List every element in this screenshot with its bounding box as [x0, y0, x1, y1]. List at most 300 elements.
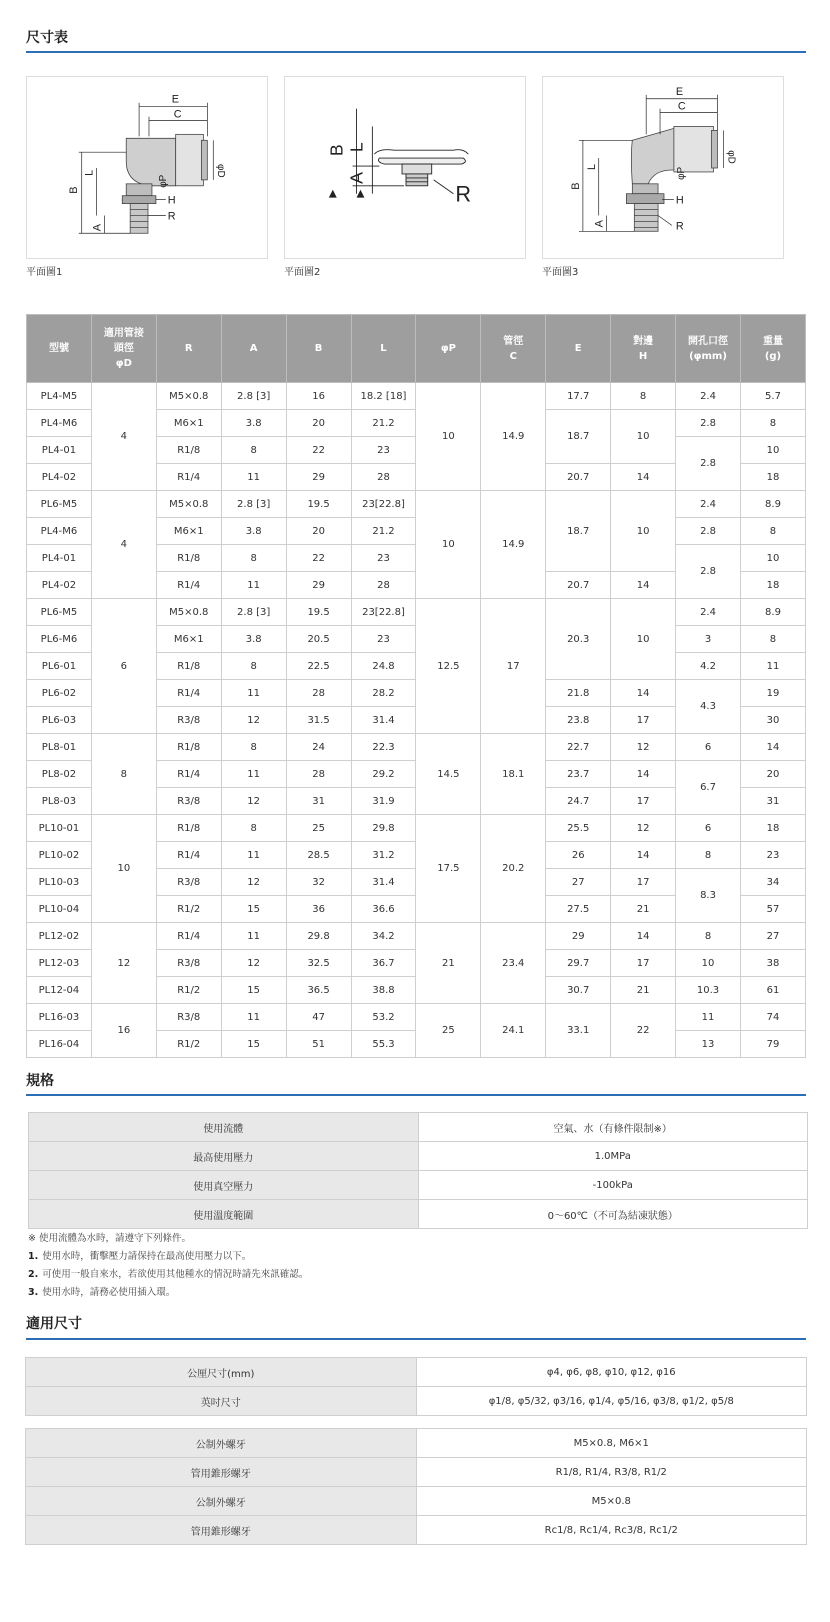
- cell-B: 22: [286, 545, 351, 572]
- cell-A: 11: [221, 680, 286, 707]
- thread-size-table: [25, 1428, 807, 1545]
- cell-L: 23: [351, 545, 416, 572]
- cell-L: 29.8: [351, 815, 416, 842]
- label-B3: B: [569, 182, 582, 190]
- label-H: H: [167, 194, 176, 207]
- cell-A: 15: [221, 977, 286, 1004]
- cell-B: 28: [286, 761, 351, 788]
- cell-C: 24.1: [481, 1004, 546, 1058]
- cell-phiD: 4: [91, 491, 156, 599]
- cell-L: 28: [351, 464, 416, 491]
- cell-R: R1/8: [156, 815, 221, 842]
- thread-label: 管用錐形螺牙: [26, 1458, 417, 1487]
- col-phiD: 適用管接 頭徑 φD: [91, 315, 156, 383]
- thread-value: Rc1/8, Rc1/4, Rc3/8, Rc1/2: [416, 1516, 807, 1545]
- cell-phiP: 25: [416, 1004, 481, 1058]
- cell-hole: 3: [676, 626, 741, 653]
- cell-phiP: 12.5: [416, 599, 481, 734]
- cell-A: 8: [221, 437, 286, 464]
- cell-hole: 2.4: [676, 491, 741, 518]
- note-number: 1.: [28, 1251, 39, 1262]
- cell-model: PL6-03: [27, 707, 92, 734]
- cell-H: 17: [611, 707, 676, 734]
- diagram-1: [26, 76, 268, 259]
- thread-value: M5×0.8, M6×1: [416, 1429, 807, 1458]
- cell-R: R1/4: [156, 464, 221, 491]
- spec-section-title: 規格: [26, 1073, 54, 1089]
- cell-E: 25.5: [546, 815, 611, 842]
- cell-L: 36.7: [351, 950, 416, 977]
- note-item: [28, 1248, 308, 1266]
- table-row: [26, 1458, 807, 1487]
- note-item: [28, 1284, 308, 1302]
- cell-R: R1/4: [156, 680, 221, 707]
- label-R2: R: [455, 181, 472, 207]
- cell-model: PL16-03: [27, 1004, 92, 1031]
- label-B: B: [67, 186, 80, 194]
- cell-A: 15: [221, 896, 286, 923]
- cell-L: 18.2 [18]: [351, 383, 416, 410]
- thread-label: 公制外螺牙: [26, 1487, 417, 1516]
- cell-L: 29.2: [351, 761, 416, 788]
- cell-model: PL8-01: [27, 734, 92, 761]
- table-row: [29, 1142, 808, 1171]
- cell-L: 34.2: [351, 923, 416, 950]
- cell-L: 31.9: [351, 788, 416, 815]
- table-row: [29, 1113, 808, 1142]
- cell-model: PL10-04: [27, 896, 92, 923]
- cell-weight: 19: [740, 680, 805, 707]
- cell-weight: 30: [740, 707, 805, 734]
- cell-B: 47: [286, 1004, 351, 1031]
- cell-L: 23: [351, 626, 416, 653]
- cell-E: 17.7: [546, 383, 611, 410]
- cell-B: 29: [286, 464, 351, 491]
- cell-H: 14: [611, 680, 676, 707]
- cell-hole: 13: [676, 1031, 741, 1058]
- table-row: [27, 923, 806, 950]
- cell-model: PL12-02: [27, 923, 92, 950]
- cell-hole: 8: [676, 842, 741, 869]
- col-weight: 重量 (g): [740, 315, 805, 383]
- cell-L: 23: [351, 437, 416, 464]
- cell-R: R1/4: [156, 572, 221, 599]
- label-L3: L: [585, 163, 598, 170]
- cell-R: R1/8: [156, 734, 221, 761]
- label-L: L: [83, 169, 96, 176]
- cell-model: PL6-02: [27, 680, 92, 707]
- cell-A: 12: [221, 788, 286, 815]
- cell-model: PL10-01: [27, 815, 92, 842]
- table-row: [27, 383, 806, 410]
- cell-A: 12: [221, 707, 286, 734]
- cell-R: R3/8: [156, 950, 221, 977]
- cell-A: 11: [221, 923, 286, 950]
- cell-B: 25: [286, 815, 351, 842]
- cell-E: 26: [546, 842, 611, 869]
- dimensions-section-title: 尺寸表: [26, 30, 68, 46]
- cell-H: 17: [611, 869, 676, 896]
- cell-A: 11: [221, 572, 286, 599]
- cell-L: 36.6: [351, 896, 416, 923]
- table-row: [27, 815, 806, 842]
- cell-weight: 8: [740, 626, 805, 653]
- cell-L: 23[22.8]: [351, 599, 416, 626]
- size-label: 英吋尺寸: [26, 1387, 417, 1416]
- cell-A: 11: [221, 842, 286, 869]
- col-E: E: [546, 315, 611, 383]
- cell-B: 29.8: [286, 923, 351, 950]
- label-R: R: [167, 210, 176, 223]
- cell-B: 36.5: [286, 977, 351, 1004]
- cell-weight: 18: [740, 572, 805, 599]
- cell-B: 20: [286, 518, 351, 545]
- table-row: [26, 1516, 807, 1545]
- cell-B: 16: [286, 383, 351, 410]
- cell-L: 21.2: [351, 410, 416, 437]
- cell-E: 20.3: [546, 599, 611, 680]
- cell-B: 22.5: [286, 653, 351, 680]
- cell-B: 32: [286, 869, 351, 896]
- cell-R: M6×1: [156, 410, 221, 437]
- cell-B: 20.5: [286, 626, 351, 653]
- cell-model: PL6-M5: [27, 599, 92, 626]
- cell-H: 21: [611, 896, 676, 923]
- col-phiP: φP: [416, 315, 481, 383]
- cell-weight: 20: [740, 761, 805, 788]
- cell-R: R1/8: [156, 545, 221, 572]
- diagram-1-caption: 平面圖1: [26, 267, 63, 278]
- cell-L: 38.8: [351, 977, 416, 1004]
- cell-phiD: 4: [91, 383, 156, 491]
- table-row: [29, 1171, 808, 1200]
- dimension-table: [26, 314, 806, 1058]
- cell-hole: 10: [676, 950, 741, 977]
- spec-value: 1.0MPa: [418, 1142, 808, 1171]
- cell-H: 14: [611, 842, 676, 869]
- cell-model: PL4-M6: [27, 518, 92, 545]
- thread-label: 管用錐形螺牙: [26, 1516, 417, 1545]
- table-row: [26, 1487, 807, 1516]
- cell-L: 22.3: [351, 734, 416, 761]
- cell-A: 8: [221, 545, 286, 572]
- cell-model: PL12-03: [27, 950, 92, 977]
- cell-B: 19.5: [286, 599, 351, 626]
- cell-A: 2.8 [3]: [221, 383, 286, 410]
- cell-E: 29.7: [546, 950, 611, 977]
- cell-H: 14: [611, 923, 676, 950]
- col-B: B: [286, 315, 351, 383]
- cell-hole: 8: [676, 923, 741, 950]
- cell-model: PL4-M6: [27, 410, 92, 437]
- cell-R: R1/2: [156, 977, 221, 1004]
- cell-hole: 2.8: [676, 545, 741, 599]
- cell-H: 10: [611, 599, 676, 680]
- cell-phiD: 8: [91, 734, 156, 815]
- cell-R: R1/2: [156, 896, 221, 923]
- label-phiP: φP: [157, 174, 169, 188]
- cell-weight: 5.7: [740, 383, 805, 410]
- note-item: [28, 1266, 308, 1284]
- thread-label: 公制外螺牙: [26, 1429, 417, 1458]
- label-phiD3: φD: [725, 150, 737, 164]
- spec-value: -100kPa: [418, 1171, 808, 1200]
- cell-C: 20.2: [481, 815, 546, 923]
- cell-L: 23[22.8]: [351, 491, 416, 518]
- cell-hole: 2.8: [676, 410, 741, 437]
- cell-phiP: 10: [416, 383, 481, 491]
- cell-hole: 6: [676, 815, 741, 842]
- cell-hole: 8.3: [676, 869, 741, 923]
- cell-B: 28: [286, 680, 351, 707]
- cell-weight: 14: [740, 734, 805, 761]
- thread-value: M5×0.8: [416, 1487, 807, 1516]
- col-L: L: [351, 315, 416, 383]
- diagram-3-caption: 平面圖3: [542, 267, 579, 278]
- spec-table: [28, 1112, 808, 1229]
- cell-H: 8: [611, 383, 676, 410]
- cell-E: 27.5: [546, 896, 611, 923]
- cell-phiD: 6: [91, 599, 156, 734]
- label-phiP3: φP: [675, 166, 687, 180]
- cell-phiP: 10: [416, 491, 481, 599]
- thread-value: R1/8, R1/4, R3/8, R1/2: [416, 1458, 807, 1487]
- cell-A: 8: [221, 734, 286, 761]
- diagram-3: [542, 76, 784, 259]
- cell-model: PL8-03: [27, 788, 92, 815]
- cell-H: 10: [611, 491, 676, 572]
- cell-R: M5×0.8: [156, 383, 221, 410]
- cell-E: 18.7: [546, 491, 611, 572]
- cell-E: 27: [546, 869, 611, 896]
- water-usage-notes: [28, 1230, 308, 1302]
- cell-phiP: 14.5: [416, 734, 481, 815]
- cell-weight: 8: [740, 518, 805, 545]
- cell-model: PL4-02: [27, 464, 92, 491]
- cell-weight: 10: [740, 437, 805, 464]
- cell-weight: 61: [740, 977, 805, 1004]
- cell-E: 23.7: [546, 761, 611, 788]
- table-row: [29, 1200, 808, 1229]
- cell-phiD: 16: [91, 1004, 156, 1058]
- cell-A: 11: [221, 464, 286, 491]
- cell-weight: 27: [740, 923, 805, 950]
- cell-C: 23.4: [481, 923, 546, 1004]
- cell-L: 21.2: [351, 518, 416, 545]
- cell-R: M6×1: [156, 518, 221, 545]
- cell-weight: 34: [740, 869, 805, 896]
- cell-model: PL6-M6: [27, 626, 92, 653]
- cell-phiD: 10: [91, 815, 156, 923]
- col-hole: 開孔口徑 (φmm): [676, 315, 741, 383]
- label-A2: A: [346, 171, 367, 184]
- cell-C: 14.9: [481, 383, 546, 491]
- cell-H: 17: [611, 950, 676, 977]
- cell-hole: 11: [676, 1004, 741, 1031]
- dimension-table-header-row: [27, 315, 806, 383]
- elbow-fitting-drawing-1: [27, 77, 267, 258]
- cell-weight: 79: [740, 1031, 805, 1058]
- note-text: 使用水時，請務必使用插入環。: [42, 1287, 176, 1298]
- cell-model: PL12-04: [27, 977, 92, 1004]
- cell-E: 18.7: [546, 410, 611, 464]
- cell-model: PL6-01: [27, 653, 92, 680]
- cell-hole: 2.4: [676, 383, 741, 410]
- spec-title-rule: [26, 1094, 806, 1096]
- cell-B: 24: [286, 734, 351, 761]
- cell-A: 2.8 [3]: [221, 599, 286, 626]
- cell-H: 14: [611, 464, 676, 491]
- spec-label: 使用真空壓力: [29, 1171, 419, 1200]
- cell-weight: 11: [740, 653, 805, 680]
- cell-weight: 8: [740, 410, 805, 437]
- cell-C: 18.1: [481, 734, 546, 815]
- cell-L: 28: [351, 572, 416, 599]
- cell-hole: 4.2: [676, 653, 741, 680]
- cell-B: 22: [286, 437, 351, 464]
- table-row: [27, 491, 806, 518]
- cell-E: 30.7: [546, 977, 611, 1004]
- cell-H: 17: [611, 788, 676, 815]
- cell-hole: 6.7: [676, 761, 741, 815]
- cell-R: M5×0.8: [156, 599, 221, 626]
- cell-R: M5×0.8: [156, 491, 221, 518]
- cell-hole: 2.4: [676, 599, 741, 626]
- table-row: [26, 1429, 807, 1458]
- cell-A: 3.8: [221, 626, 286, 653]
- label-L2: L: [346, 142, 367, 153]
- col-C: 管徑 C: [481, 315, 546, 383]
- cell-weight: 38: [740, 950, 805, 977]
- cell-H: 14: [611, 572, 676, 599]
- cell-R: R1/4: [156, 923, 221, 950]
- cell-hole: 4.3: [676, 680, 741, 734]
- cell-R: M6×1: [156, 626, 221, 653]
- cell-weight: 31: [740, 788, 805, 815]
- cell-hole: 2.8: [676, 437, 741, 491]
- table-row: [27, 1004, 806, 1031]
- label-C: C: [173, 108, 182, 121]
- note-number: 2.: [28, 1269, 39, 1280]
- cell-E: 29: [546, 923, 611, 950]
- label-B2: B: [326, 144, 347, 157]
- cell-R: R3/8: [156, 869, 221, 896]
- cell-model: PL16-04: [27, 1031, 92, 1058]
- cell-H: 10: [611, 410, 676, 464]
- spec-value: 空氣、水（有條件限制※）: [418, 1113, 808, 1142]
- cell-A: 3.8: [221, 410, 286, 437]
- cell-weight: 23: [740, 842, 805, 869]
- cell-E: 21.8: [546, 680, 611, 707]
- col-H: 對邊 H: [611, 315, 676, 383]
- cell-B: 51: [286, 1031, 351, 1058]
- cell-hole: 6: [676, 734, 741, 761]
- cell-B: 31.5: [286, 707, 351, 734]
- cell-L: 31.4: [351, 707, 416, 734]
- sizes-title-rule: [26, 1338, 806, 1340]
- cell-weight: 74: [740, 1004, 805, 1031]
- cell-A: 2.8 [3]: [221, 491, 286, 518]
- label-E: E: [171, 93, 179, 106]
- cell-model: PL4-M5: [27, 383, 92, 410]
- dimensions-title-rule: [26, 51, 806, 53]
- cell-H: 14: [611, 761, 676, 788]
- cell-B: 20: [286, 410, 351, 437]
- cell-E: 23.8: [546, 707, 611, 734]
- cell-R: R3/8: [156, 1004, 221, 1031]
- cell-phiP: 21: [416, 923, 481, 1004]
- cell-weight: 8.9: [740, 491, 805, 518]
- cell-phiD: 12: [91, 923, 156, 1004]
- table-row: [26, 1358, 807, 1387]
- cell-weight: 18: [740, 464, 805, 491]
- cell-B: 19.5: [286, 491, 351, 518]
- note-number: 3.: [28, 1287, 39, 1298]
- cell-L: 24.8: [351, 653, 416, 680]
- spec-label: 最高使用壓力: [29, 1142, 419, 1171]
- cell-weight: 18: [740, 815, 805, 842]
- cell-A: 12: [221, 869, 286, 896]
- cell-A: 11: [221, 1004, 286, 1031]
- col-A: A: [221, 315, 286, 383]
- cell-A: 8: [221, 653, 286, 680]
- cell-B: 29: [286, 572, 351, 599]
- cell-R: R1/8: [156, 653, 221, 680]
- cell-L: 53.2: [351, 1004, 416, 1031]
- cell-hole: 10.3: [676, 977, 741, 1004]
- col-model: 型號: [27, 315, 92, 383]
- cell-E: 20.7: [546, 572, 611, 599]
- cell-H: 22: [611, 1004, 676, 1058]
- cell-hole: 2.8: [676, 518, 741, 545]
- diagram-2-caption: 平面圖2: [284, 267, 321, 278]
- col-R: R: [156, 315, 221, 383]
- label-E3: E: [675, 85, 684, 98]
- notes-intro: ※ 使用流體為水時，請遵守下列條件。: [28, 1233, 191, 1244]
- cell-model: PL4-01: [27, 437, 92, 464]
- cell-E: 20.7: [546, 464, 611, 491]
- table-row: [27, 599, 806, 626]
- label-H3: H: [675, 194, 684, 207]
- cell-L: 55.3: [351, 1031, 416, 1058]
- cell-E: 22.7: [546, 734, 611, 761]
- cell-C: 14.9: [481, 491, 546, 599]
- cell-weight: 57: [740, 896, 805, 923]
- size-value: φ1/8, φ5/32, φ3/16, φ1/4, φ5/16, φ3/8, φ1/2, φ5/8: [416, 1387, 807, 1416]
- size-value: φ4, φ6, φ8, φ10, φ12, φ16: [416, 1358, 807, 1387]
- cell-E: 24.7: [546, 788, 611, 815]
- cell-L: 28.2: [351, 680, 416, 707]
- cell-E: 33.1: [546, 1004, 611, 1058]
- cell-model: PL8-02: [27, 761, 92, 788]
- cell-C: 17: [481, 599, 546, 734]
- tube-size-table: [25, 1357, 807, 1416]
- cell-L: 31.2: [351, 842, 416, 869]
- cell-R: R3/8: [156, 707, 221, 734]
- table-row: [27, 734, 806, 761]
- spec-value: 0～60℃（不可為結凍狀態）: [418, 1200, 808, 1229]
- cell-A: 12: [221, 950, 286, 977]
- cell-model: PL6-M5: [27, 491, 92, 518]
- cell-B: 36: [286, 896, 351, 923]
- elbow-fitting-drawing-3: [543, 77, 783, 258]
- spec-label: 使用流體: [29, 1113, 419, 1142]
- cell-R: R1/4: [156, 842, 221, 869]
- cell-H: 12: [611, 734, 676, 761]
- cell-B: 32.5: [286, 950, 351, 977]
- cell-phiP: 17.5: [416, 815, 481, 923]
- label-R3: R: [675, 220, 684, 233]
